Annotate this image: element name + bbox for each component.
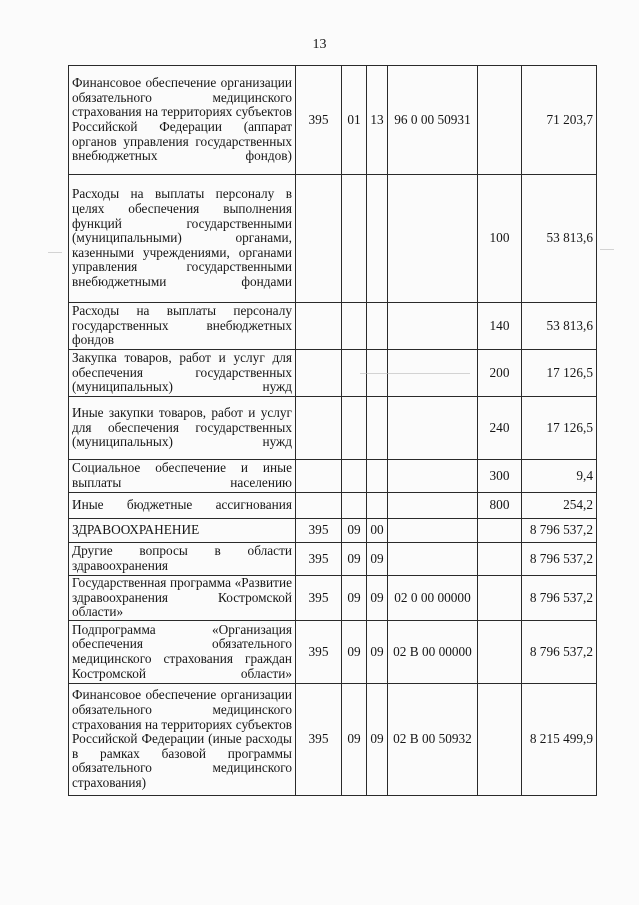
row-name: Расходы на выплаты персоналу государственных внебюджетных фондов [69, 303, 296, 350]
scan-artifact [600, 249, 614, 250]
target-article-code [388, 397, 478, 460]
expense-type-code: 200 [478, 350, 522, 397]
row-name: Иные бюджетные ассигнования [69, 493, 296, 519]
table-row [69, 350, 597, 397]
table-row [69, 576, 597, 621]
amount: 8 215 499,9 [522, 684, 597, 796]
table-row [69, 493, 597, 519]
amount: 8 796 537,2 [522, 543, 597, 576]
table-row [69, 397, 597, 460]
table-row [69, 519, 597, 543]
subsection-code [367, 175, 388, 303]
amount: 71 203,7 [522, 66, 597, 175]
ministry-code [296, 460, 342, 493]
subsection-code: 00 [367, 519, 388, 543]
section-code [342, 303, 367, 350]
expense-type-code: 140 [478, 303, 522, 350]
row-name: Расходы на выплаты персоналу в целях обеспечения выполнения функций государственными (муниципальными) органами, казенными учреждениями, органами управления государственными внебюджетными фондами [69, 175, 296, 303]
subsection-code [367, 397, 388, 460]
table-row [69, 621, 597, 684]
scan-artifact [360, 373, 470, 374]
row-name: Финансовое обеспечение организации обязательного медицинского страхования на территориях субъектов Российской Федерации (аппарат органов управления государственных внебюджетных фондов) [69, 66, 296, 175]
section-code: 09 [342, 543, 367, 576]
subsection-code: 09 [367, 621, 388, 684]
row-name: ЗДРАВООХРАНЕНИЕ [69, 519, 296, 543]
ministry-code: 395 [296, 576, 342, 621]
expense-type-code [478, 66, 522, 175]
ministry-code [296, 175, 342, 303]
amount: 8 796 537,2 [522, 576, 597, 621]
expense-type-code [478, 576, 522, 621]
row-name: Иные закупки товаров, работ и услуг для обеспечения государственных (муниципальных) нужд [69, 397, 296, 460]
target-article-code [388, 543, 478, 576]
target-article-code [388, 493, 478, 519]
section-code: 09 [342, 684, 367, 796]
amount: 53 813,6 [522, 303, 597, 350]
expense-type-code [478, 684, 522, 796]
section-code: 09 [342, 576, 367, 621]
table-row [69, 460, 597, 493]
scan-artifact [48, 252, 62, 253]
subsection-code: 09 [367, 684, 388, 796]
amount: 17 126,5 [522, 350, 597, 397]
ministry-code: 395 [296, 519, 342, 543]
ministry-code [296, 350, 342, 397]
target-article-code: 02 0 00 00000 [388, 576, 478, 621]
expense-type-code: 300 [478, 460, 522, 493]
subsection-code: 13 [367, 66, 388, 175]
section-code [342, 460, 367, 493]
amount: 8 796 537,2 [522, 519, 597, 543]
expense-type-code: 800 [478, 493, 522, 519]
ministry-code: 395 [296, 684, 342, 796]
section-code [342, 397, 367, 460]
target-article-code [388, 303, 478, 350]
row-name: Финансовое обеспечение организации обязательного медицинского страхования на территориях субъектов Российской Федерации (иные расходы в рамках базовой программы обязательного медицинского страхования) [69, 684, 296, 796]
amount: 8 796 537,2 [522, 621, 597, 684]
table-row [69, 66, 597, 175]
amount: 17 126,5 [522, 397, 597, 460]
target-article-code [388, 519, 478, 543]
ministry-code: 395 [296, 621, 342, 684]
expense-type-code [478, 543, 522, 576]
target-article-code: 02 В 00 50932 [388, 684, 478, 796]
expense-type-code [478, 519, 522, 543]
target-article-code [388, 460, 478, 493]
ministry-code: 395 [296, 66, 342, 175]
subsection-code: 09 [367, 543, 388, 576]
table-row [69, 684, 597, 796]
ministry-code [296, 397, 342, 460]
expense-type-code: 240 [478, 397, 522, 460]
row-name: Государственная программа «Развитие здравоохранения Костромской области» [69, 576, 296, 621]
target-article-code: 02 В 00 00000 [388, 621, 478, 684]
subsection-code [367, 303, 388, 350]
row-name: Социальное обеспечение и иные выплаты населению [69, 460, 296, 493]
ministry-code: 395 [296, 543, 342, 576]
section-code: 01 [342, 66, 367, 175]
section-code [342, 493, 367, 519]
row-name: Другие вопросы в области здравоохранения [69, 543, 296, 576]
subsection-code [367, 460, 388, 493]
budget-table-body [69, 66, 597, 796]
amount: 9,4 [522, 460, 597, 493]
page-number: 13 [312, 37, 327, 52]
row-name: Подпрограмма «Организация обеспечения обязательного медицинского страхования граждан Костромской области» [69, 621, 296, 684]
subsection-code [367, 493, 388, 519]
target-article-code: 96 0 00 50931 [388, 66, 478, 175]
table-row [69, 303, 597, 350]
budget-table [68, 65, 597, 796]
row-name: Закупка товаров, работ и услуг для обеспечения государственных (муниципальных) нужд [69, 350, 296, 397]
section-code: 09 [342, 519, 367, 543]
section-code [342, 175, 367, 303]
expense-type-code [478, 621, 522, 684]
subsection-code: 09 [367, 576, 388, 621]
expense-type-code: 100 [478, 175, 522, 303]
amount: 53 813,6 [522, 175, 597, 303]
section-code: 09 [342, 621, 367, 684]
table-row [69, 175, 597, 303]
ministry-code [296, 493, 342, 519]
amount: 254,2 [522, 493, 597, 519]
table-row [69, 543, 597, 576]
ministry-code [296, 303, 342, 350]
target-article-code [388, 175, 478, 303]
